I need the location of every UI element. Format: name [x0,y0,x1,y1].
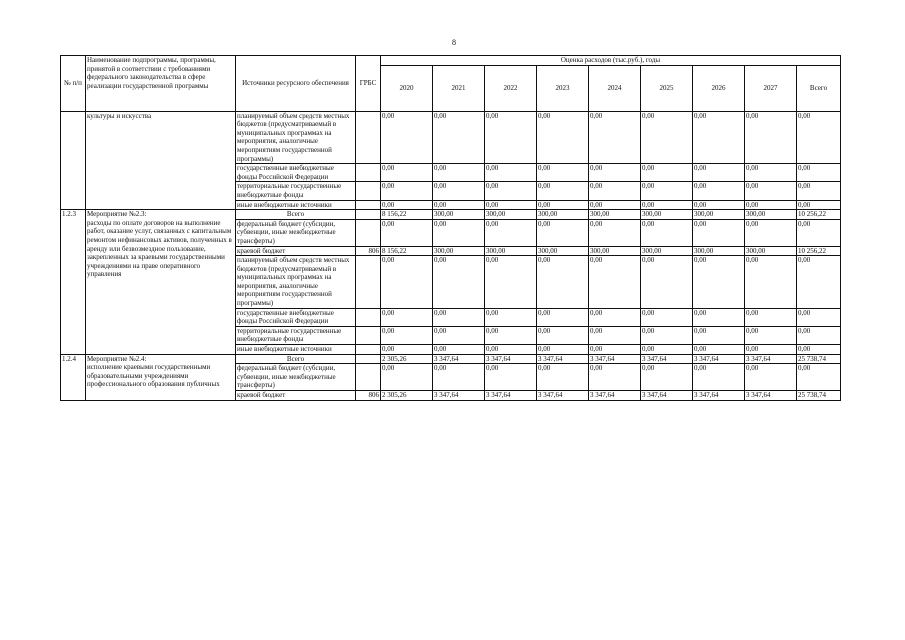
source-cell: территориальные государственные внебюджетные фонды [236,182,356,200]
value-cell: 2 305,26 [381,391,433,401]
value-cell: 0,00 [381,111,433,164]
value-cell: 0,00 [693,200,745,210]
value-cell: 0,00 [745,200,797,210]
grbs-cell [356,200,381,210]
header-num: № п/п [61,56,86,112]
value-cell: 0,00 [381,256,433,309]
measure-name-cell [86,354,236,400]
value-cell: 0,00 [641,182,693,200]
source-cell: федеральный бюджет (субсидии, субвенции, иные межбюджетные трансферты) [236,364,356,391]
value-cell: 0,00 [381,364,433,391]
value-cell: 0,00 [381,164,433,182]
value-cell: 0,00 [641,256,693,309]
source-cell: планируемый объем средств местных бюджетов (предусматриваемый в муниципальных программах на мероприятия, аналогичные мероприятиям государственной программы) [236,111,356,164]
value-cell: 0,00 [797,256,841,309]
value-cell: 0,00 [537,308,589,326]
total-value: 3 347,64 [433,354,485,364]
grbs-cell [356,111,381,164]
value-cell: 0,00 [381,308,433,326]
value-cell: 0,00 [641,164,693,182]
value-cell: 0,00 [745,256,797,309]
value-cell: 3 347,64 [537,391,589,401]
value-cell: 0,00 [797,219,841,246]
measure-title: Мероприятие №2.4: [87,354,147,363]
header-year: 2025 [641,65,693,111]
value-cell: 0,00 [433,364,485,391]
total-value: 8 156,22 [381,210,433,220]
grbs-cell [356,182,381,200]
value-cell: 0,00 [693,308,745,326]
value-cell: 0,00 [641,326,693,344]
value-cell: 0,00 [485,326,537,344]
header-row-1 [61,56,841,66]
value-cell: 0,00 [641,111,693,164]
value-cell: 0,00 [537,326,589,344]
value-cell: 0,00 [589,308,641,326]
total-label: Всего [236,354,356,364]
total-value: 2 305,26 [381,354,433,364]
header-estimate: Оценка расходов (тыс.руб.), годы [381,56,841,66]
value-cell: 0,00 [433,219,485,246]
value-cell: 0,00 [381,326,433,344]
value-cell: 300,00 [745,246,797,256]
value-cell: 0,00 [485,164,537,182]
total-value: 10 256,22 [797,210,841,220]
total-label: Всего [236,210,356,220]
measure-name-cell [86,111,236,210]
header-grbs: ГРБС [356,56,381,112]
value-cell: 0,00 [745,326,797,344]
value-cell: 0,00 [433,326,485,344]
value-cell: 300,00 [433,246,485,256]
header-year: 2026 [693,65,745,111]
value-cell: 0,00 [693,256,745,309]
value-cell: 0,00 [485,256,537,309]
value-cell: 0,00 [589,345,641,355]
source-cell: федеральный бюджет (субсидии, субвенции, иные межбюджетные трансферты) [236,219,356,246]
grbs-cell [356,308,381,326]
source-cell: иные внебюджетные источники [236,200,356,210]
value-cell: 0,00 [589,256,641,309]
row-number: 1.2.4 [61,354,86,400]
value-cell: 0,00 [745,182,797,200]
total-value: 300,00 [589,210,641,220]
total-value: 3 347,64 [693,354,745,364]
total-value: 300,00 [693,210,745,220]
value-cell: 25 738,74 [797,391,841,401]
total-value: 300,00 [641,210,693,220]
value-cell: 300,00 [485,246,537,256]
value-cell: 0,00 [589,219,641,246]
value-cell: 0,00 [589,182,641,200]
value-cell: 0,00 [797,326,841,344]
value-cell: 0,00 [537,345,589,355]
value-cell: 0,00 [485,182,537,200]
source-cell: государственные внебюджетные фонды Российской Федерации [236,164,356,182]
value-cell: 0,00 [485,111,537,164]
header-year: 2022 [485,65,537,111]
value-cell: 0,00 [537,111,589,164]
source-cell: территориальные государственные внебюджетные фонды [236,326,356,344]
page-number: 8 [452,38,456,47]
value-cell: 0,00 [745,345,797,355]
value-cell: 10 256,22 [797,246,841,256]
value-cell: 0,00 [797,364,841,391]
value-cell: 0,00 [797,164,841,182]
value-cell: 0,00 [693,164,745,182]
value-cell: 0,00 [745,111,797,164]
header-year: 2027 [745,65,797,111]
source-cell: планируемый объем средств местных бюджетов (предусматриваемый в муниципальных программах на мероприятия, аналогичные мероприятиям государственной программы) [236,256,356,309]
value-cell: 0,00 [537,182,589,200]
value-cell: 0,00 [381,345,433,355]
value-cell: 300,00 [589,246,641,256]
total-value: 300,00 [433,210,485,220]
header-name: Наименование подпрограммы, программы, принятой в соответствии с требованиями федерального законодательства в сфере реализации государственной программы [86,56,236,112]
grbs-cell [356,326,381,344]
total-value: 3 347,64 [589,354,641,364]
value-cell: 0,00 [589,164,641,182]
measure-description: культуры и искусства [87,111,152,120]
total-value: 300,00 [537,210,589,220]
value-cell: 0,00 [433,345,485,355]
value-cell: 0,00 [641,219,693,246]
value-cell: 300,00 [641,246,693,256]
value-cell: 0,00 [693,111,745,164]
source-cell: иные внебюджетные источники [236,345,356,355]
grbs-cell [356,354,381,364]
total-value: 3 347,64 [641,354,693,364]
header-sources: Источники ресурсного обеспечения [236,56,356,112]
source-cell: краевой бюджет [236,246,356,256]
value-cell: 0,00 [693,326,745,344]
value-cell: 0,00 [433,200,485,210]
value-cell: 3 347,64 [485,391,537,401]
value-cell: 3 347,64 [641,391,693,401]
header-year-total: Всего [797,65,841,111]
value-cell: 300,00 [693,246,745,256]
value-cell: 0,00 [693,219,745,246]
total-value: 3 347,64 [537,354,589,364]
value-cell: 0,00 [693,364,745,391]
grbs-cell [356,364,381,391]
measure-description: исполнение краевыми государственными образовательными учреждениями профессионального образования публичных [87,363,220,389]
grbs-cell [356,210,381,220]
value-cell: 0,00 [745,308,797,326]
header-year: 2023 [537,65,589,111]
total-value: 25 738,74 [797,354,841,364]
grbs-cell [356,256,381,309]
value-cell: 0,00 [537,219,589,246]
value-cell: 0,00 [381,182,433,200]
row-number: 1.2.3 [61,210,86,355]
value-cell: 0,00 [433,256,485,309]
total-value: 300,00 [745,210,797,220]
value-cell: 0,00 [641,345,693,355]
grbs-cell: 806 [356,391,381,401]
total-row [61,354,841,364]
source-row [61,111,841,164]
value-cell: 0,00 [693,345,745,355]
source-cell: государственные внебюджетные фонды Российской Федерации [236,308,356,326]
total-value: 3 347,64 [745,354,797,364]
value-cell: 0,00 [641,364,693,391]
value-cell: 0,00 [433,182,485,200]
value-cell: 0,00 [433,308,485,326]
total-row [61,210,841,220]
value-cell: 0,00 [589,111,641,164]
value-cell: 300,00 [537,246,589,256]
value-cell: 0,00 [797,111,841,164]
value-cell: 0,00 [589,326,641,344]
value-cell: 0,00 [797,200,841,210]
value-cell: 3 347,64 [693,391,745,401]
value-cell: 0,00 [641,308,693,326]
value-cell: 0,00 [797,345,841,355]
total-value: 3 347,64 [485,354,537,364]
value-cell: 0,00 [797,182,841,200]
value-cell: 0,00 [485,219,537,246]
value-cell: 0,00 [589,364,641,391]
value-cell: 0,00 [745,164,797,182]
value-cell: 3 347,64 [589,391,641,401]
source-cell: краевой бюджет [236,391,356,401]
value-cell: 0,00 [433,111,485,164]
value-cell: 0,00 [485,308,537,326]
measure-description: расходы по оплате договоров на выполнение работ, оказание услуг, связанных с капитальным ремонтом нефинансовых активов, полученных в аренду или безвозмездное пользование, закрепленных за краевыми государственными учреждениями на праве оперативного управления [87,218,232,279]
value-cell: 0,00 [485,345,537,355]
grbs-cell [356,164,381,182]
budget-table [60,55,841,401]
value-cell: 0,00 [485,364,537,391]
value-cell: 8 156,22 [381,246,433,256]
value-cell: 0,00 [745,364,797,391]
value-cell: 3 347,64 [433,391,485,401]
value-cell: 0,00 [537,364,589,391]
value-cell: 0,00 [797,308,841,326]
value-cell: 3 347,64 [745,391,797,401]
value-cell: 0,00 [537,164,589,182]
value-cell: 0,00 [381,200,433,210]
value-cell: 0,00 [433,164,485,182]
grbs-cell [356,345,381,355]
value-cell: 0,00 [745,219,797,246]
value-cell: 0,00 [641,200,693,210]
value-cell: 0,00 [381,219,433,246]
total-value: 300,00 [485,210,537,220]
value-cell: 0,00 [537,200,589,210]
header-year: 2020 [381,65,433,111]
header-year: 2021 [433,65,485,111]
value-cell: 0,00 [537,256,589,309]
row-number [61,111,86,210]
grbs-cell [356,219,381,246]
value-cell: 0,00 [589,200,641,210]
measure-name-cell [86,210,236,355]
header-year: 2024 [589,65,641,111]
grbs-cell: 806 [356,246,381,256]
measure-title: Мероприятие №2.3: [87,210,147,219]
value-cell: 0,00 [485,200,537,210]
value-cell: 0,00 [693,182,745,200]
